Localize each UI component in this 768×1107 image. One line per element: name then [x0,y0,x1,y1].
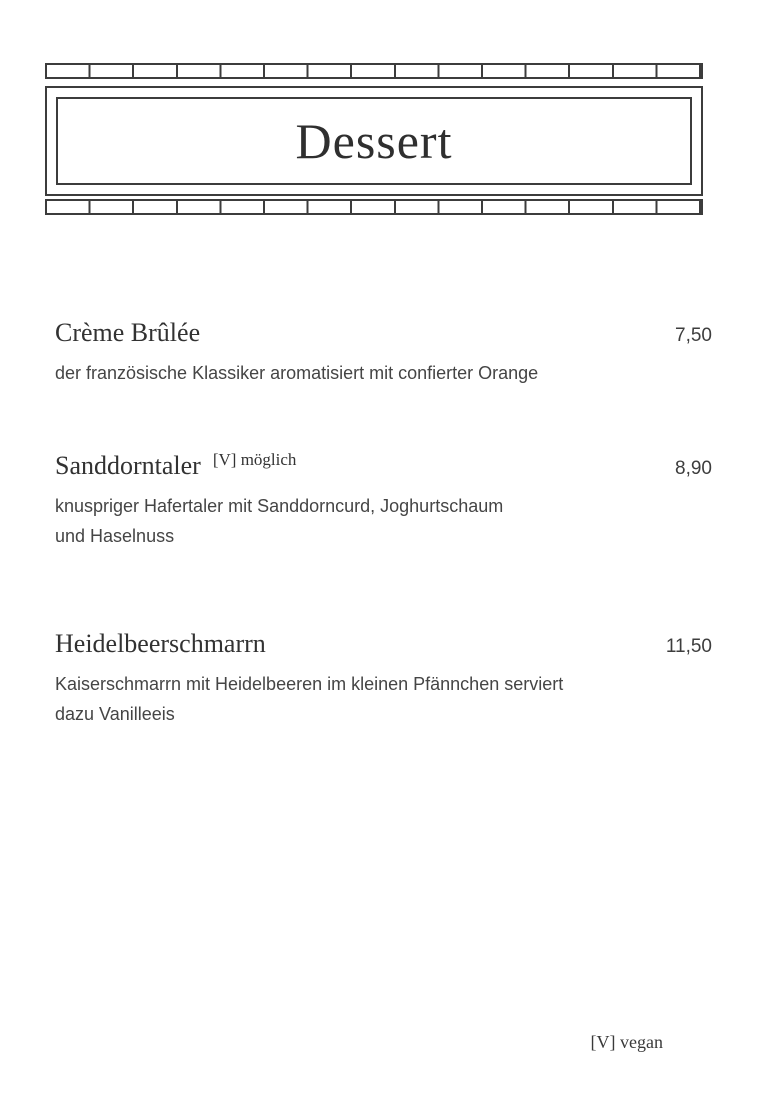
page-title: Dessert [295,113,453,169]
menu-item-sanddorntaler [55,450,712,551]
item-price: 11,50 [665,636,712,657]
item-row [55,317,712,352]
menu-items [55,317,712,729]
item-price: 8,90 [675,458,712,479]
decorative-strip-bottom [45,199,703,215]
item-description-line: Kaiserschmarrn mit Heidelbeeren im kleinen Pfännchen serviert [55,674,564,694]
item-name: Crème Brûlée [55,318,201,347]
item-description-line: und Haselnuss [55,526,175,546]
decorative-strip-top [45,63,703,79]
item-name: Sanddorntaler [55,451,201,480]
item-price: 7,50 [675,325,712,346]
item-row [55,450,712,485]
title-frame-inner [56,97,692,185]
vegan-legend: [V] vegan [590,1032,663,1052]
item-description-line: der französische Klassiker aromatisiert mit confierter Orange [55,363,539,383]
item-description-line: knuspriger Hafertaler mit Sanddorncurd, Joghurtschaum [55,496,504,516]
item-row [55,628,712,663]
item-description-line: dazu Vanilleeis [55,704,175,724]
menu-item-heidelbeerschmarrn [55,628,712,729]
menu-header [45,0,703,215]
item-annotation: [V] möglich [212,450,297,469]
item-name: Heidelbeerschmarrn [55,629,266,658]
title-frame [45,86,703,196]
menu-item-creme-brulee [55,317,712,388]
